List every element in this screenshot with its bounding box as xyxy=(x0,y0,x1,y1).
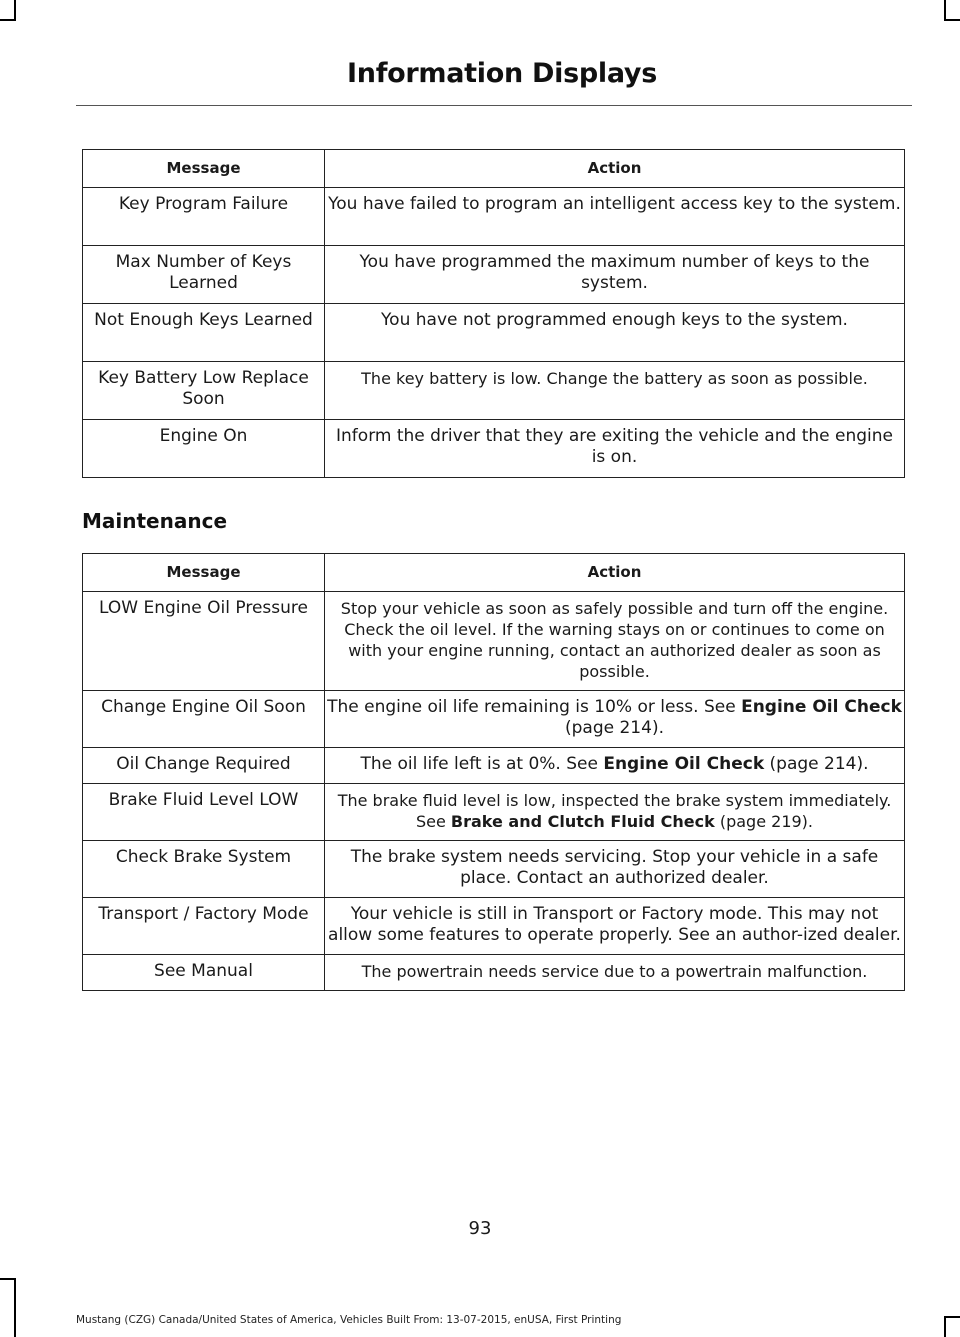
crop-mark xyxy=(944,1316,960,1318)
column-header-action: Action xyxy=(325,150,905,188)
message-cell: Engine On xyxy=(83,420,325,478)
action-cell: The powertrain needs service due to a powertrain malfunction. xyxy=(325,955,905,991)
table-row xyxy=(83,841,905,898)
table-row xyxy=(83,691,905,748)
action-cell: The key battery is low. Change the battery as soon as possible. xyxy=(325,362,905,420)
table-row xyxy=(83,246,905,304)
action-text: The oil life left is at 0%. See xyxy=(360,754,604,774)
crop-mark xyxy=(0,19,16,21)
manual-reference-link[interactable]: Engine Oil Check xyxy=(603,754,765,774)
message-cell: Key Battery Low Replace Soon xyxy=(83,362,325,420)
message-cell: LOW Engine Oil Pressure xyxy=(83,592,325,691)
message-cell: Max Number of Keys Learned xyxy=(83,246,325,304)
message-cell: Check Brake System xyxy=(83,841,325,898)
column-header-action: Action xyxy=(325,554,905,592)
message-cell: Transport / Factory Mode xyxy=(83,898,325,955)
page-reference: (page 219). xyxy=(714,812,814,831)
action-cell xyxy=(325,748,905,784)
header-divider xyxy=(76,105,912,106)
action-cell: Your vehicle is still in Transport or Factory mode. This may not allow some features to operate properly. See an author-ized dealer. xyxy=(325,898,905,955)
message-cell: Change Engine Oil Soon xyxy=(83,691,325,748)
table-row xyxy=(83,362,905,420)
table-row xyxy=(83,420,905,478)
manual-reference-link[interactable]: Brake and Clutch Fluid Check xyxy=(450,812,715,831)
table-row xyxy=(83,592,905,691)
page-reference: (page 214). xyxy=(565,718,664,738)
action-cell: The brake system needs servicing. Stop your vehicle in a safe place. Contact an authorized dealer. xyxy=(325,841,905,898)
action-cell: Stop your vehicle as soon as safely possible and turn off the engine. Check the oil level. If the warning stays on or continues to come on with your engine running, contact an authorized dealer as soon as possible. xyxy=(325,592,905,691)
keys-message-table xyxy=(82,149,905,478)
manual-reference-link[interactable]: Engine Oil Check xyxy=(741,697,902,717)
page-reference: (page 214). xyxy=(764,754,869,774)
message-cell: Not Enough Keys Learned xyxy=(83,304,325,362)
action-text: The brake fluid level is low, inspected the brake system immediately. See xyxy=(337,791,892,831)
action-cell xyxy=(325,784,905,841)
crop-mark xyxy=(0,1278,16,1280)
table-row xyxy=(83,898,905,955)
table-row xyxy=(83,188,905,246)
table-header-row xyxy=(83,554,905,592)
table-row xyxy=(83,784,905,841)
maintenance-message-table xyxy=(82,553,905,991)
table-header-row xyxy=(83,150,905,188)
message-cell: See Manual xyxy=(83,955,325,991)
crop-mark xyxy=(944,19,960,21)
table-row xyxy=(83,955,905,991)
action-text: The engine oil life remaining is 10% or less. See xyxy=(327,697,742,717)
action-cell xyxy=(325,691,905,748)
action-cell: You have failed to program an intelligent access key to the system. xyxy=(325,188,905,246)
crop-mark xyxy=(944,0,946,20)
crop-mark xyxy=(14,0,16,20)
page-title: Information Displays xyxy=(347,58,657,89)
crop-mark xyxy=(944,1317,946,1337)
action-cell: You have not programmed enough keys to the system. xyxy=(325,304,905,362)
section-heading-maintenance: Maintenance xyxy=(82,509,228,533)
column-header-message: Message xyxy=(83,150,325,188)
message-cell: Brake Fluid Level LOW xyxy=(83,784,325,841)
message-cell: Key Program Failure xyxy=(83,188,325,246)
action-cell: Inform the driver that they are exiting the vehicle and the engine is on. xyxy=(325,420,905,478)
action-cell: You have programmed the maximum number of keys to the system. xyxy=(325,246,905,304)
column-header-message: Message xyxy=(83,554,325,592)
table-row xyxy=(83,304,905,362)
table-row xyxy=(83,748,905,784)
page-number: 93 xyxy=(468,1218,492,1239)
footer-text: Mustang (CZG) Canada/United States of America, Vehicles Built From: 13-07-2015, enUSA, First Printing xyxy=(76,1314,622,1326)
message-cell: Oil Change Required xyxy=(83,748,325,784)
crop-mark xyxy=(14,1279,16,1337)
